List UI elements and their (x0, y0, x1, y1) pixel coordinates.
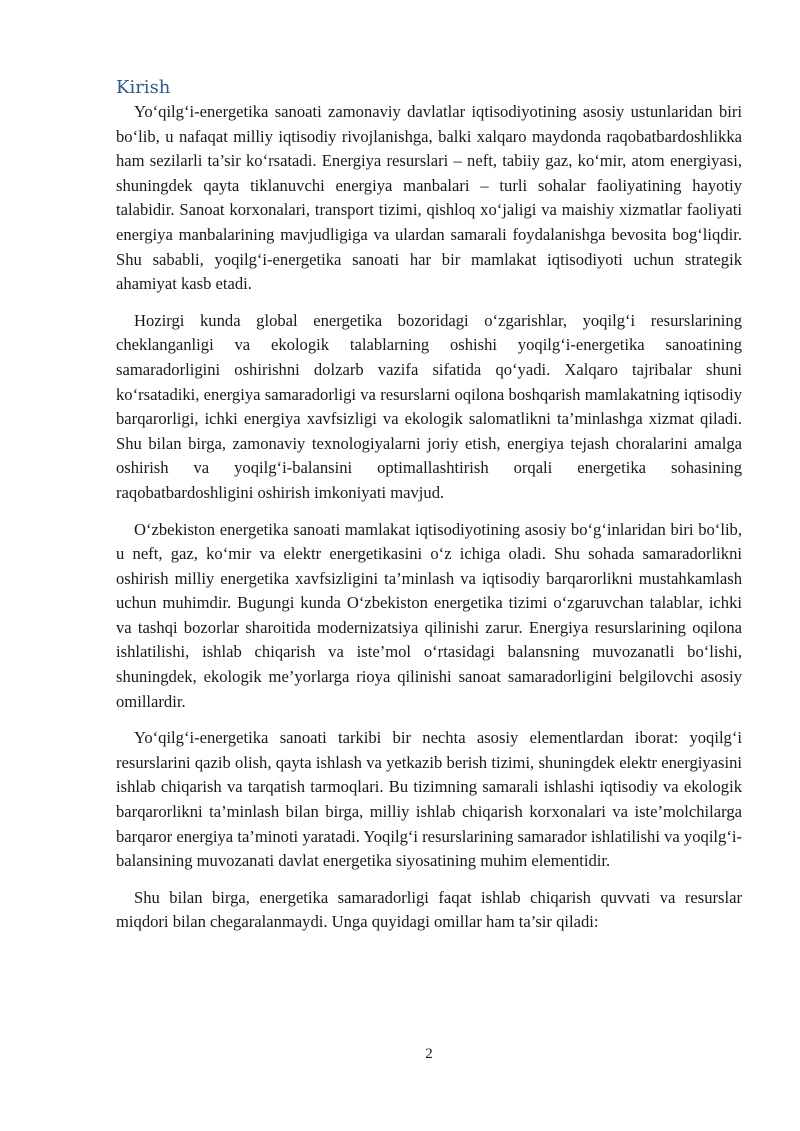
paragraph: Shu bilan birga, energetika samaradorligi faqat ishlab chiqarish quvvati va resurslar miqdori bilan chegaralanmaydi. Unga quyidagi omillar ham ta’sir qiladi: (116, 887, 742, 932)
paragraph: Hozirgi kunda global energetika bozoridagi o‘zgarishlar, yoqilg‘i resurslarining cheklanganligi va ekologik talablarning oshishi yoqilg‘i-energetika sanoatining samaradorligini oshirishni dolzarb vazifa sifatida qo‘yadi. Xalqaro tajribalar shuni ko‘rsatadiki, energiya samaradorligi va resurslarni oqilona boshqarish mamlakatning iqtisodiy barqarorligi, ichki energiya xavfsizligi va ekologik salomatlikni ta’minlashga xizmat qiladi. Shu bilan birga, zamonaviy texnologiyalarni joriy etish, energiya tejash choralarini amalga oshirish va yoqilg‘i-balansini optimallashtirish orqali energetika sohasining raqobatbardoshligini oshirish imkoniyati mavjud. (116, 310, 742, 502)
page-number: 2 (425, 1046, 433, 1062)
section-heading: Kirish (116, 77, 171, 98)
paragraph: O‘zbekiston energetika sanoati mamlakat iqtisodiyotining asosiy bo‘g‘inlaridan biri bo‘lib, u neft, gaz, ko‘mir va elektr energetikasini o‘z ichiga oladi. Shu sohada samaradorlikni oshirish milliy energetika xavfsizligini ta’minlash va iqtisodiy barqarorlikni mustahkamlash uchun muhimdir. Bugungi kunda O‘zbekiston energetika tizimi o‘zgaruvchan talablar, ichki va tashqi bozorlar sharoitida modernizatsiya qilinishi zarur. Energiya resurslarining oqilona ishlatilishi, ishlab chiqarish va iste’mol o‘rtasidagi balansning muvozanatli bo‘lishi, shuningdek, ekologik me’yorlarga rioya qilinishi sanoat samaradorligini belgilovchi asosiy omillardir. (116, 519, 742, 711)
paragraph: Yo‘qilg‘i-energetika sanoati zamonaviy davlatlar iqtisodiyotining asosiy ustunlaridan biri bo‘lib, u nafaqat milliy iqtisodiy rivojlanishga, balki xalqaro maydonda raqobatbardoshlikka ham sezilarli ta’sir ko‘rsatadi. Energiya resurslari – neft, tabiiy gaz, ko‘mir, atom energiyasi, shuningdek qayta tiklanuvchi energiya manbalari – turli sohalar faoliyatining hayotiy talabidir. Sanoat korxonalari, transport tizimi, qishloq xo‘jaligi va maishiy xizmatlar faoliyati energiya manbalarining mavjudligiga va ulardan samarali foydalanishga bevosita bog‘liqdir. Shu sababli, yoqilg‘i-energetika sanoati har bir mamlakat iqtisodiyoti uchun strategik ahamiyat kasb etadi. (116, 102, 742, 294)
body-text (116, 100, 742, 947)
paragraph: Yo‘qilg‘i-energetika sanoati tarkibi bir nechta asosiy elementlardan iborat: yoqilg‘i resurslarini qazib olish, qayta ishlash va yetkazib berish tizimi, shuningdek elektr energiyasini ishlab chiqarish va tarqatish tarmoqlari. Bu tizimning samarali ishlashi iqtisodiy va ekologik barqarorlikni ta’minlash bilan birga, milliy ishlab chiqarish korxonalari va iste’molchilarga barqaror energiya ta’minoti yaratadi. Yoqilg‘i resurslarining samarador ishlatilishi va yoqilg‘i-balansining muvozanati davlat energetika siyosatining muhim elementidir. (116, 728, 742, 871)
